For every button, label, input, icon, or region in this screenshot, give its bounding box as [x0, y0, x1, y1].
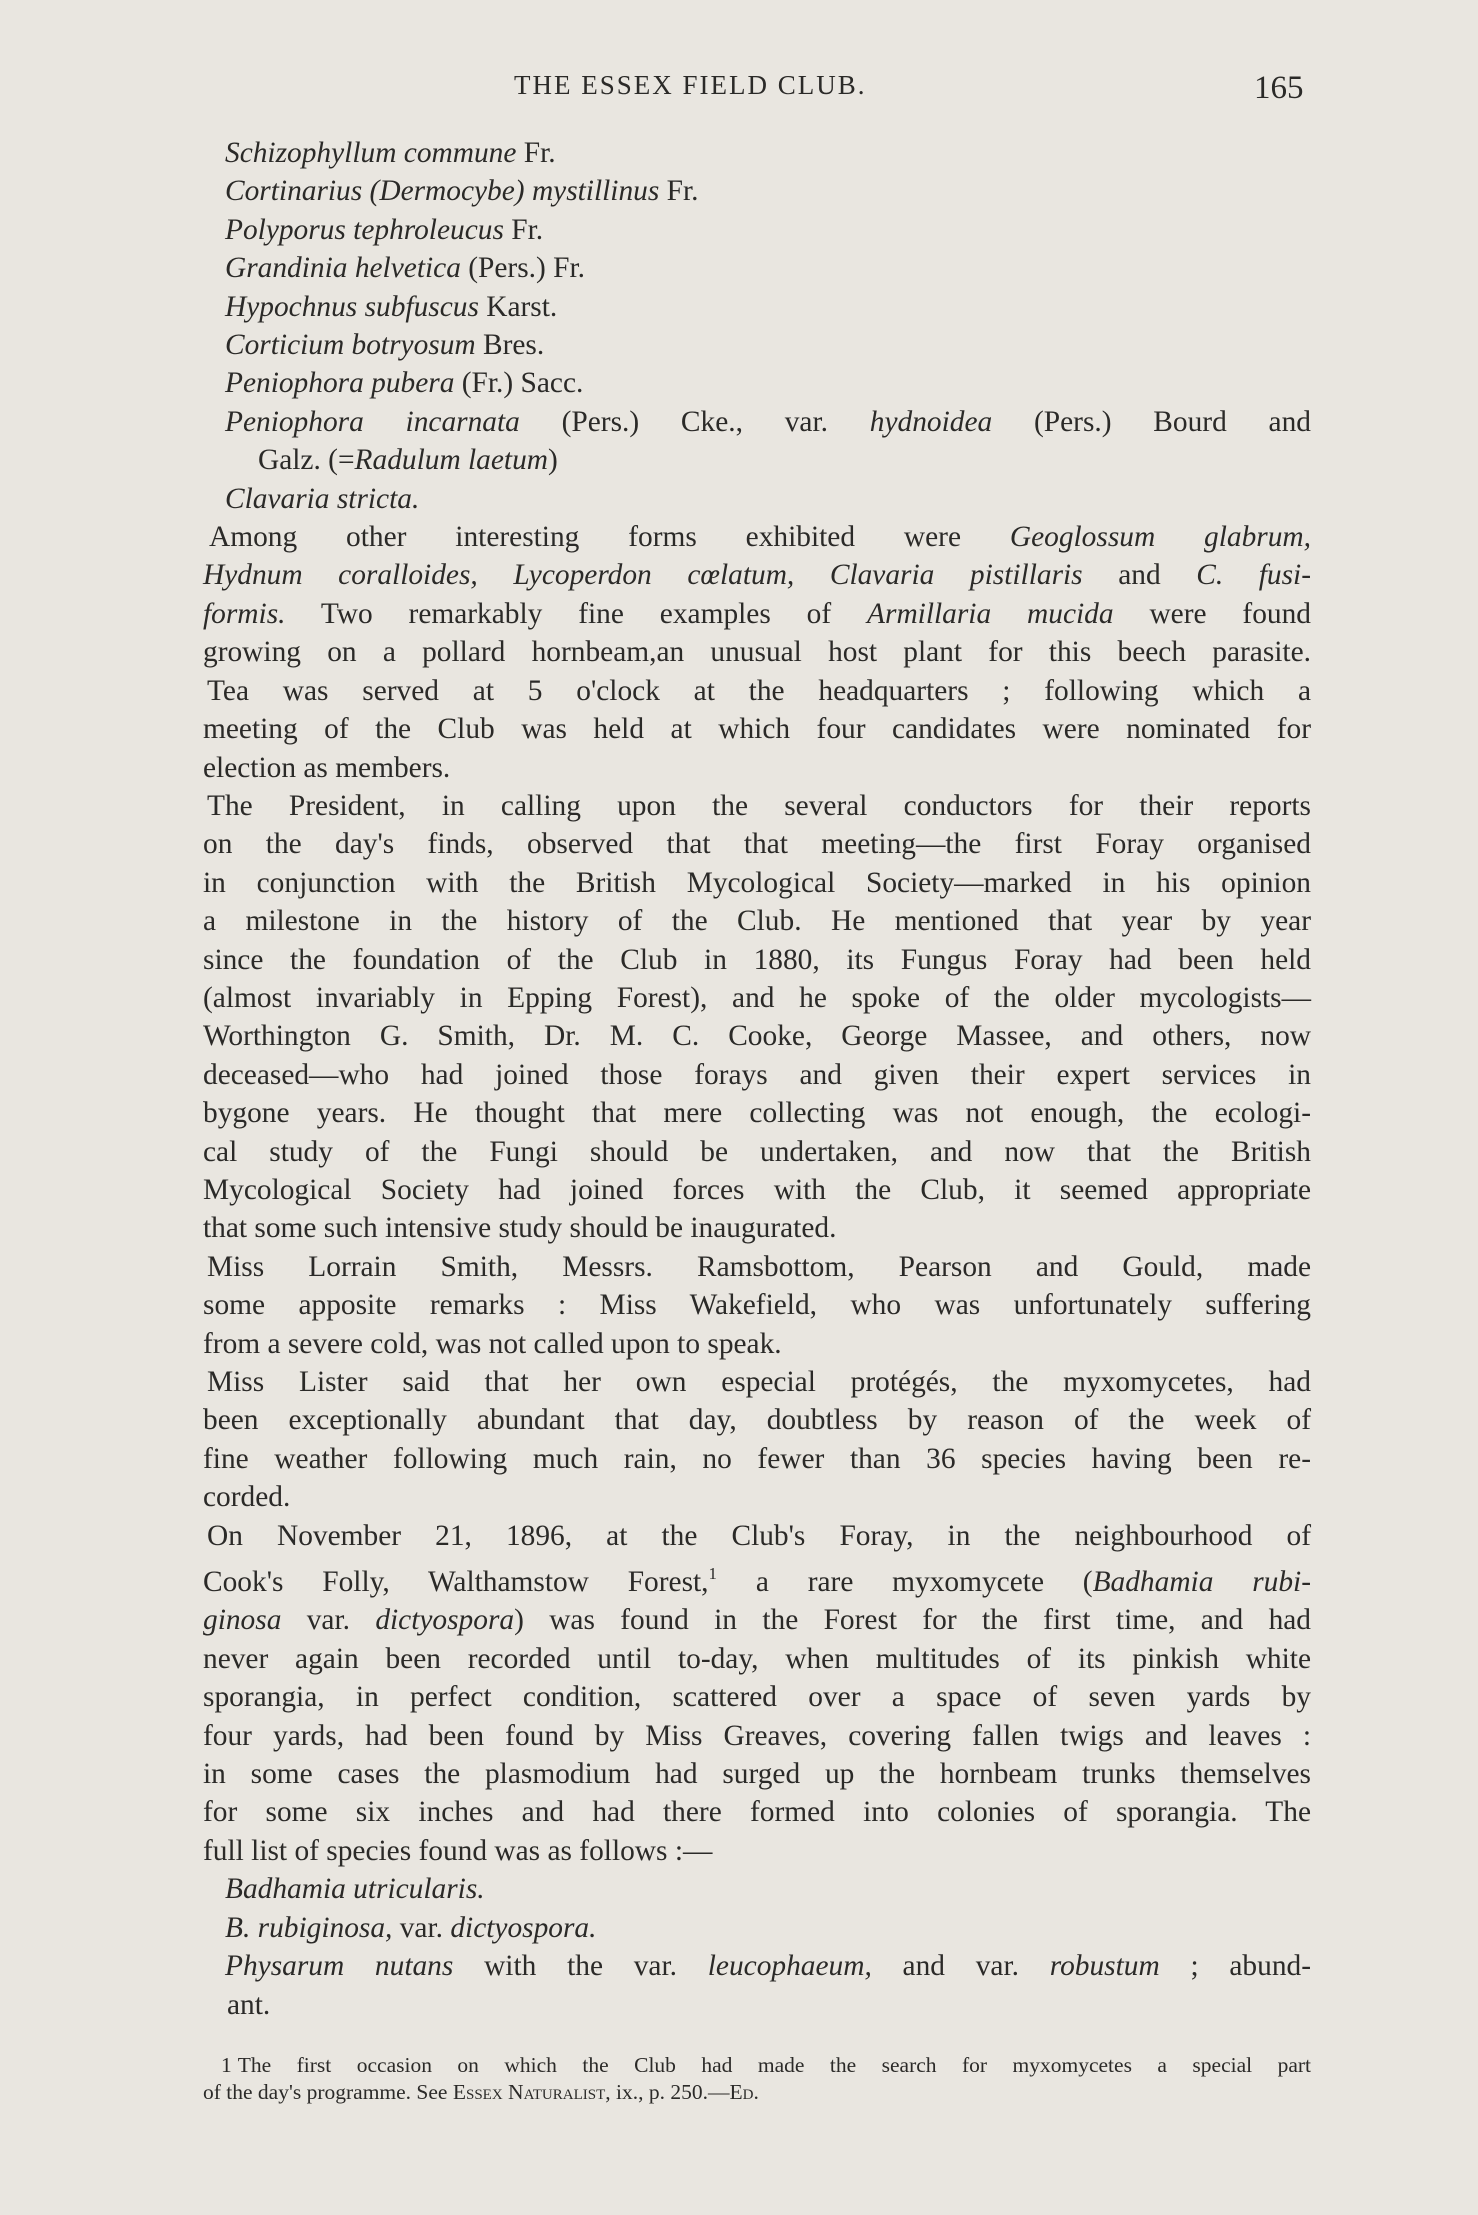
paragraph-lister: Miss Lister said that her own especial protégés, the myxomycetes, had been exceptionally abundant that day, doubtless by reason of the week of fine weather following much rain, no fewer than 36 species having been re- corded. — [203, 1366, 1311, 1514]
species-list-myxomycetes — [203, 1870, 1311, 2024]
species-entry: Peniophora pubera (Fr.) Sacc. — [225, 367, 584, 400]
footnote-reference: 1 — [708, 1564, 718, 1584]
footnote: 1 The first occasion on which the Club had made the search for myxomycetes a special part of the day's programme. See Essex Naturalist, ix., p. 250.—Ed. — [203, 2053, 1311, 2104]
species-entry: Grandinia helvetica (Pers.) Fr. — [225, 252, 585, 285]
species-entry: Physarum nutans with the var. leucophaeum, and var. robustum ; abund- ant. — [225, 1950, 1311, 2021]
species-entry: Clavaria stricta. — [225, 482, 420, 515]
species-entry: Schizophyllum commune Fr. — [225, 137, 556, 169]
species-entry: Corticium botryosum Bres. — [225, 329, 545, 362]
species-entry: Hypochnus subfuscus Karst. — [225, 290, 558, 323]
paragraph-november: On November 21, 1896, at the Club's Foray, in the neighbourhood of Cook's Folly, Walthamstow Forest,$^1$ a rare myxomycete (Badhamia rubi- ginosa var. dictyospora) was found in the Forest for the first time, and had never again been recorded until to-day, when multitudes of its pinkish white sporangia, in perfect condition, scattered over a space of seven yards by four yards, had been found by Miss Greaves, covering fallen twigs and leaves : in some cases the plasmodium had surged up the hornbeam trunks themselves for some six inches and had there formed into colonies of sporangia. The full list of species found was as follows :— — [203, 1519, 1312, 1867]
footnote-marker: 1 — [221, 2053, 232, 2077]
running-head — [0, 70, 1478, 110]
running-title: THE ESSEX FIELD CLUB. — [514, 70, 867, 100]
body-text — [203, 134, 1311, 2024]
species-entry: Cortinarius (Dermocybe) mystillinus Fr. — [225, 175, 699, 208]
paragraph-among: Among other interesting forms exhibited were Geoglossum glabrum, Hydnum coralloides, Lycoperdon cœlatum, Clavaria pistillaris and C. fusi- formis. Two remarkably fine examples of Armillaria mucida were found growing on a pollard hornbeam,an unusual host plant for this beech parasite. — [203, 521, 1311, 669]
paragraph-smith: Miss Lorrain Smith, Messrs. Ramsbottom, Pearson and Gould, made some apposite remarks : Miss Wakefield, who was unfortunately suffering from a severe cold, was not called upon to speak. — [203, 1250, 1311, 1360]
species-entry: Peniophora incarnata (Pers.) Cke., var. hydnoidea (Pers.) Bourd and Galz. (=Radulum laetum) — [225, 405, 1311, 477]
species-entry: Badhamia utricularis. — [225, 1873, 485, 1906]
page-number: 165 — [1254, 70, 1304, 106]
species-entry: B. rubiginosa, var. dictyospora. — [225, 1911, 597, 1944]
paragraph-tea: Tea was served at 5 o'clock at the headquarters ; following which a meeting of the Club was held at which four candidates were nominated for election as members. — [203, 674, 1311, 784]
species-entry: Polyporus tephroleucus Fr. — [225, 213, 544, 246]
species-list-fungi — [203, 134, 1311, 518]
paragraph-president: The President, in calling upon the several conductors for their reports on the day's finds, observed that that meeting—the first Foray organised in conjunction with the British Mycological Society—marked in his opinion a milestone in the history of the Club. He mentioned that year by year since the foundation of the Club in 1880, its Fungus Foray had been held (almost invariably in Epping Forest), and he spoke of the older mycologists— Worthington G. Smith, Dr. M. C. Cooke, George Massee, and others, now deceased—who had joined those forays and given their expert services in bygone years. He thought that mere collecting was not enough, the ecologi- cal study of the Fungi should be undertaken, and now that the British Mycological Society had joined forces with the Club, it seemed appropriate that some such intensive study should be inaugurated. — [203, 789, 1311, 1245]
